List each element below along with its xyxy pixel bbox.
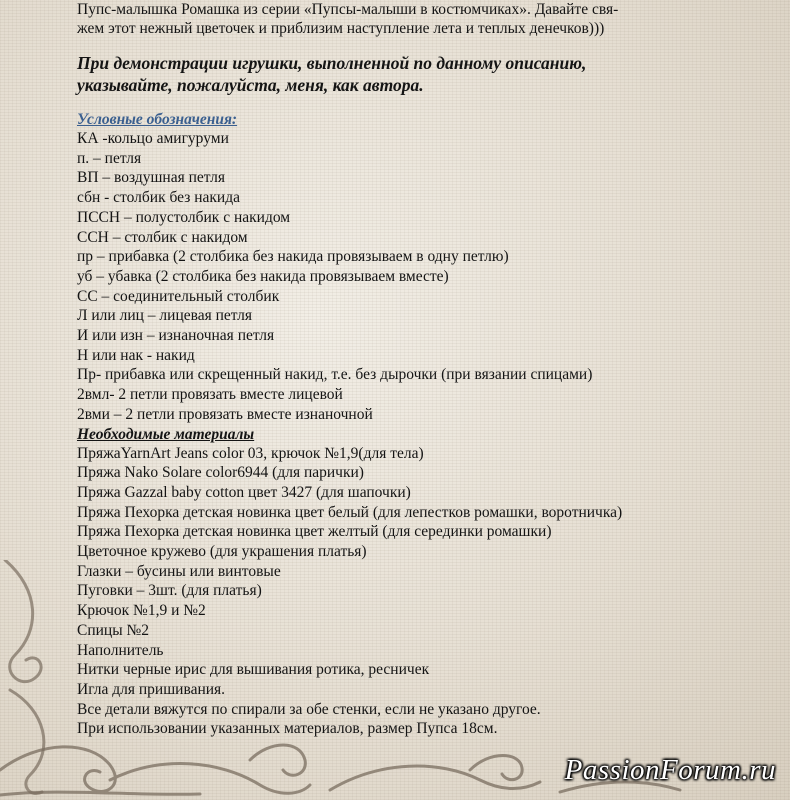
material-item: Все детали вяжутся по спирали за обе стенки, если не указано другое. bbox=[77, 700, 541, 718]
decorative-corner-swirl-icon bbox=[0, 560, 80, 800]
material-item: Нитки черные ирис для вышивания ротика, ресничек bbox=[77, 661, 430, 679]
legend-list bbox=[77, 129, 767, 425]
legend-item: п. – петля bbox=[77, 149, 142, 167]
intro-line: Пупс-малышка Ромашка из серии «Пупсы-малыши в костюмчиках». Давайте свя- bbox=[77, 1, 619, 18]
legend-item: КА -кольцо амигуруми bbox=[77, 130, 229, 147]
legend-item: ВП – воздушная петля bbox=[77, 169, 226, 187]
intro-paragraph bbox=[77, 0, 767, 38]
author-notice bbox=[77, 52, 767, 96]
legend-item: И или изн – изнаночная петля bbox=[77, 327, 275, 345]
legend-item: Пр- прибавка или скрещенный накид, т.е. без дырочки (при вязании спицами) bbox=[77, 366, 593, 384]
material-item: Пряжа Пехорка детская новинка цвет желтый (для серединки ромашки) bbox=[77, 523, 552, 541]
material-item: Глазки – бусины или винтовые bbox=[77, 562, 281, 580]
passionforum-watermark: PassionForum.ru bbox=[564, 754, 776, 786]
material-item: ПряжаYarnArt Jeans color 03, крючок №1,9(для тела) bbox=[77, 444, 424, 462]
legend-item: ССН – столбик с накидом bbox=[77, 228, 248, 246]
material-item: Цветочное кружево (для украшения платья) bbox=[77, 543, 367, 561]
legend-item: уб – убавка (2 столбика без накида провязываем вместе) bbox=[77, 267, 449, 285]
legend-item: сбн - столбик без накида bbox=[77, 189, 240, 207]
legend-item: Н или нак - накид bbox=[77, 346, 195, 364]
legend-item: 2вми – 2 петли провязать вместе изнаночной bbox=[77, 405, 373, 423]
material-item: Пуговки – 3шт. (для платья) bbox=[77, 582, 262, 600]
material-item: Игла для пришивания. bbox=[77, 680, 226, 698]
legend-item: Л или лиц – лицевая петля bbox=[77, 307, 253, 325]
materials-list bbox=[77, 444, 767, 740]
author-notice-line: При демонстрации игрушки, выполненной по данному описанию, bbox=[77, 53, 587, 73]
legend-item: СС – соединительный столбик bbox=[77, 287, 280, 305]
legend-item: ПССН – полустолбик с накидом bbox=[77, 208, 291, 226]
document-body bbox=[77, 0, 767, 739]
material-item: Наполнитель bbox=[77, 641, 164, 659]
material-item: Пряжа Пехорка детская новинка цвет белый (для лепестков ромашки, воротничка) bbox=[77, 503, 623, 521]
material-item: Спицы №2 bbox=[77, 621, 150, 639]
material-item: При использовании указанных материалов, размер Пупса 18см. bbox=[77, 720, 498, 738]
legend-item: 2вмл- 2 петли провязать вместе лицевой bbox=[77, 386, 343, 404]
intro-line: жем этот нежный цветочек и приблизим наступление лета и теплых денечков))) bbox=[77, 20, 605, 37]
material-item: Крючок №1,9 и №2 bbox=[77, 602, 206, 620]
legend-item: пр – прибавка (2 столбика без накида провязываем в одну петлю) bbox=[77, 248, 509, 266]
material-item: Пряжа Nako Solare color6944 (для парички) bbox=[77, 464, 364, 482]
materials-heading: Необходимые материалы bbox=[77, 425, 255, 443]
legend-heading: Условные обозначения: bbox=[77, 111, 238, 128]
material-item: Пряжа Gazzal baby cotton цвет 3427 (для шапочки) bbox=[77, 483, 411, 501]
author-notice-line: указывайте, пожалуйста, меня, как автора. bbox=[77, 75, 424, 95]
